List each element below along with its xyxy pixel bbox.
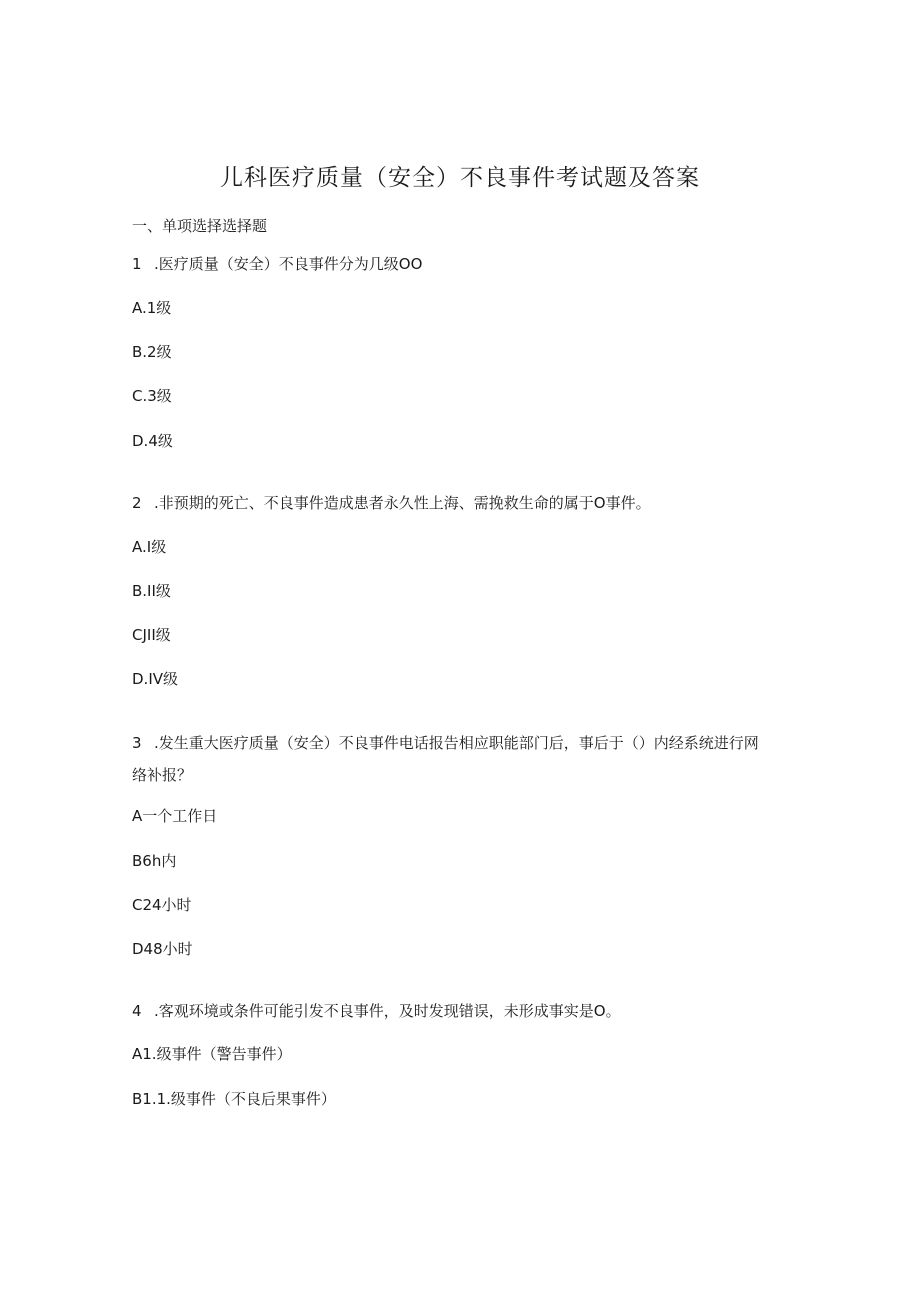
question-number: 3 xyxy=(132,734,142,752)
question-text: .医疗质量（安全）不良事件分为几级OO xyxy=(154,255,423,273)
option-1c: C.3级 xyxy=(132,387,172,405)
option-3d: D48小时 xyxy=(132,940,193,958)
question-number: 1 xyxy=(132,255,142,273)
option-1d: D.4级 xyxy=(132,432,173,450)
option-3a: A一个工作日 xyxy=(132,807,218,825)
option-1a: A.1级 xyxy=(132,299,172,317)
question-text: .发生重大医疗质量（安全）不良事件电话报告相应职能部门后，事后于（）内经系统进行网络补报？ xyxy=(132,734,759,784)
option-3b: B6h内 xyxy=(132,852,177,870)
option-4a: A1.级事件（警告事件） xyxy=(132,1045,292,1063)
question-2 xyxy=(132,492,651,514)
document-title: 儿科医疗质量（安全）不良事件考试题及答案 xyxy=(220,165,700,191)
option-4b: B1.1.级事件（不良后果事件） xyxy=(132,1090,336,1108)
option-1b: B.2级 xyxy=(132,343,172,361)
question-1 xyxy=(132,253,422,275)
question-number: 4 xyxy=(132,1002,142,1020)
section-heading: 一、单项选择选择题 xyxy=(132,217,268,235)
question-text: .非预期的死亡、不良事件造成患者永久性上海、需挽救生命的属于O事件。 xyxy=(154,494,651,512)
option-2a: A.I级 xyxy=(132,538,167,556)
option-2b: B.II级 xyxy=(132,582,171,600)
question-3 xyxy=(132,727,772,791)
question-4 xyxy=(132,1000,621,1022)
question-text: .客观环境或条件可能引发不良事件，及时发现错误，未形成事实是O。 xyxy=(154,1002,621,1020)
option-3c: C24小时 xyxy=(132,896,192,914)
option-2c: CJII级 xyxy=(132,626,171,644)
question-number: 2 xyxy=(132,494,142,512)
option-2d: D.IV级 xyxy=(132,670,179,688)
